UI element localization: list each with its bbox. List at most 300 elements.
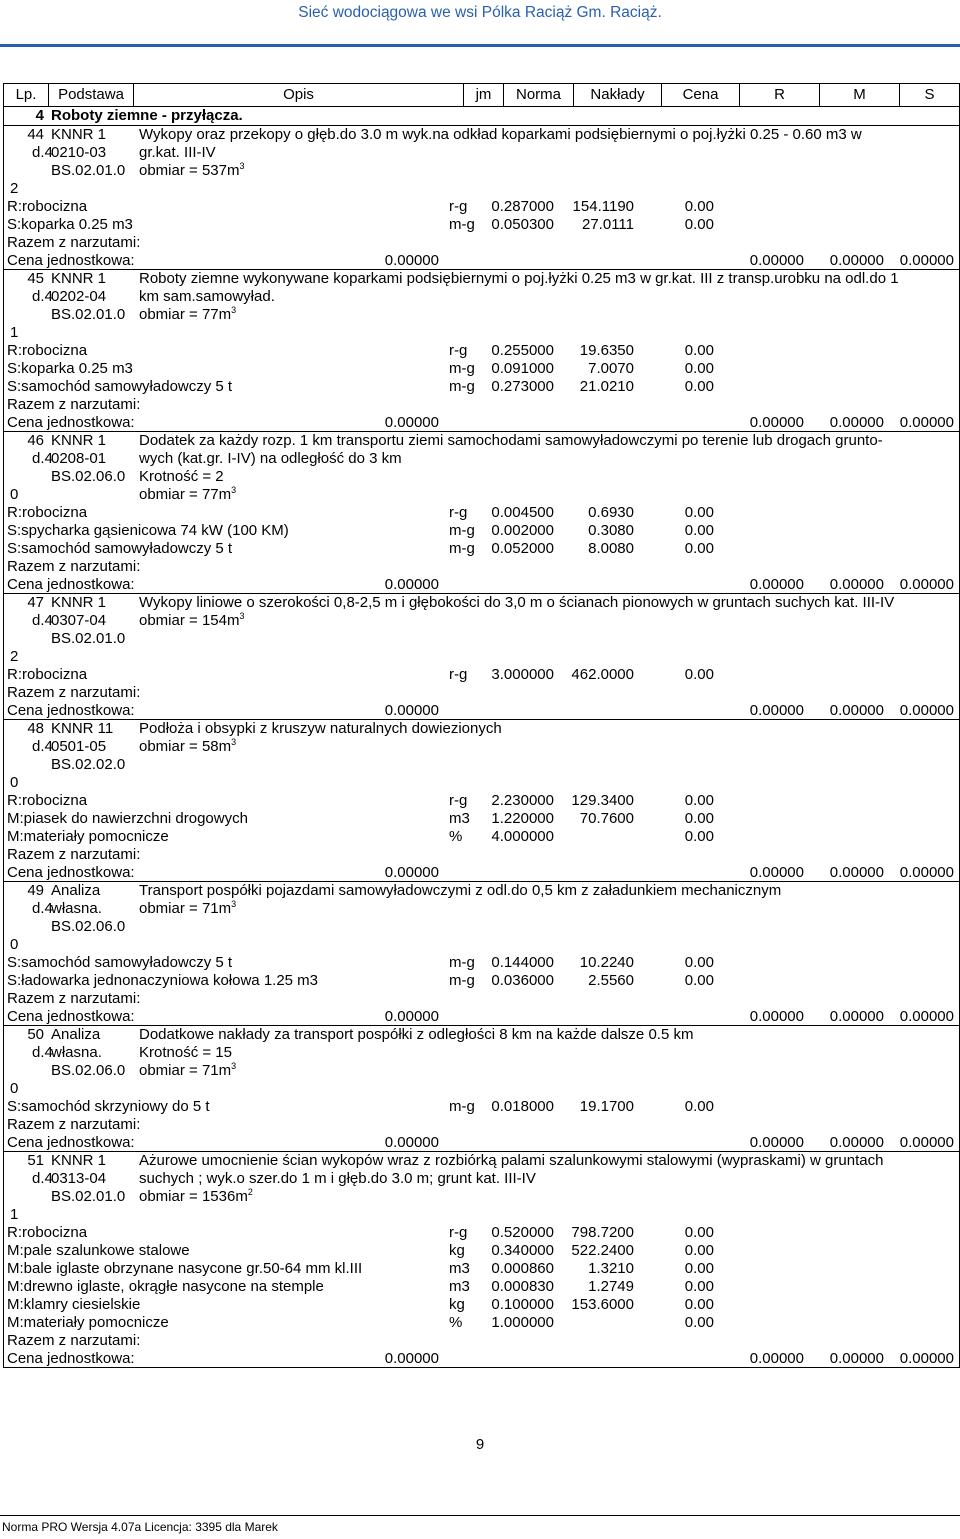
unit: m-g: [449, 540, 475, 557]
unit-price-label: Cena jednostkowa:: [7, 252, 135, 269]
column-header: Nakłady: [574, 84, 662, 106]
table-row: [4, 882, 959, 900]
description-text: suchych ; wyk.o szer.do 1 m i głęb.do 3.0 m; grunt kat. III-IV: [139, 1170, 536, 1187]
table-row: [4, 1314, 959, 1332]
unit-price-m: 0.00000: [829, 252, 884, 269]
column-header: M: [820, 84, 900, 106]
unit-price-s: 0.00000: [899, 702, 954, 719]
column-header: Podstawa: [49, 84, 134, 106]
table-row: [4, 774, 959, 792]
base-reference: BS.02.02.0: [51, 756, 126, 773]
table-row: [4, 1152, 959, 1170]
table-row: [4, 1062, 959, 1080]
resource-name: S:koparka 0.25 m3: [7, 216, 133, 233]
resource-name: S:samochód skrzyniowy do 5 t: [7, 1098, 210, 1115]
unit: m-g: [449, 972, 475, 989]
table-row: [4, 558, 959, 576]
description-text: Ażurowe umocnienie ścian wykopów wraz z rozbiórką palami szalunkowymi stalowymi (wypraskami) w gruntach: [139, 1152, 884, 1169]
table-row: [4, 1224, 959, 1242]
position-prefix: d.4: [32, 738, 53, 755]
unit: m3: [449, 1260, 470, 1277]
unit-exponent: 3: [239, 611, 245, 621]
table-row: [4, 1188, 959, 1206]
table-row: [4, 1260, 959, 1278]
table-row: [4, 342, 959, 360]
description-text: obmiar = $58m^3$: [139, 737, 237, 755]
input-value: 129.3400: [571, 792, 634, 809]
input-value: 1.3210: [588, 1260, 634, 1277]
razem-label: Razem z narzutami:: [7, 684, 141, 701]
table-row: [4, 288, 959, 306]
resource-name: M:bale iglaste obrzynane nasycone gr.50-64 mm kl.III: [7, 1260, 363, 1277]
norm-value: 0.050300: [491, 216, 554, 233]
unit: r-g: [449, 666, 468, 683]
table-row: [4, 756, 959, 774]
norm-value: 0.273000: [491, 378, 554, 395]
description-text: Wykopy liniowe o szerokości 0,8-2,5 m i głębokości do 3,0 m o ścianach pionowych w gruntach suchych kat. III-IV: [139, 594, 895, 611]
resource-name: R:robocizna: [7, 504, 88, 521]
base-reference: 0501-05: [51, 738, 107, 755]
table-row: [4, 486, 959, 504]
input-value: 21.0210: [579, 378, 634, 395]
description-text: Roboty ziemne wykonywane koparkami podsiębiernymi o poj.łyżki 0.25 m3 w gr.kat. III z transp.urobku na odl.do 1: [139, 270, 899, 287]
table-row: [4, 1242, 959, 1260]
table-row: [4, 666, 959, 684]
position-prefix: d.4: [32, 900, 53, 917]
resource-name: M:klamry ciesielskie: [7, 1296, 141, 1313]
cost-estimate-table: [3, 83, 960, 1368]
table-row: [4, 1332, 959, 1350]
table-row: [4, 576, 959, 594]
norm-value: 0.100000: [491, 1296, 554, 1313]
resource-name: M:materiały pomocnicze: [7, 1314, 169, 1331]
price-value: 0.00: [684, 378, 714, 395]
table-row: [4, 216, 959, 234]
unit-price-label: Cena jednostkowa:: [7, 702, 135, 719]
unit-price-m: 0.00000: [829, 1008, 884, 1025]
base-reference: 2: [10, 648, 19, 665]
norm-value: 0.000860: [491, 1260, 554, 1277]
position-number: 49: [27, 882, 44, 899]
norm-value: 0.144000: [491, 954, 554, 971]
unit-price-s: 0.00000: [899, 1350, 954, 1367]
base-reference: BS.02.01.0: [51, 306, 126, 323]
section-number: 4: [35, 107, 44, 124]
table-row: [4, 396, 959, 414]
table-row: [4, 1206, 959, 1224]
norm-value: 0.018000: [491, 1098, 554, 1115]
description-text: Dodatkowe nakłady za transport pospółki z odległości 8 km na każde dalsze 0.5 km: [139, 1026, 694, 1043]
description-text: Wykopy oraz przekopy o głęb.do 3.0 m wyk.na odkład koparkami podsiębiernymi o poj.łyżki 0.25 - 0.60 m3 w: [139, 126, 862, 143]
price-value: 0.00: [684, 504, 714, 521]
table-row: [4, 107, 959, 126]
unit-price-m: 0.00000: [829, 1134, 884, 1151]
table-row: [4, 324, 959, 342]
unit: r-g: [449, 504, 468, 521]
table-row: [4, 612, 959, 630]
unit-price-total: 0.00000: [384, 252, 439, 269]
unit-price-s: 0.00000: [899, 414, 954, 431]
unit: r-g: [449, 198, 468, 215]
base-reference: 0: [10, 936, 19, 953]
table-row: [4, 252, 959, 270]
unit-price-total: 0.00000: [384, 1350, 439, 1367]
table-row: [4, 432, 959, 450]
unit: m-g: [449, 1098, 475, 1115]
unit: m3: [449, 1278, 470, 1295]
table-row: [4, 540, 959, 558]
base-reference: BS.02.01.0: [51, 630, 126, 647]
price-value: 0.00: [684, 666, 714, 683]
base-reference: własna.: [51, 1044, 102, 1061]
resource-name: S:spycharka gąsienicowa 74 kW (100 KM): [7, 522, 289, 539]
unit-price-total: 0.00000: [384, 864, 439, 881]
table-row: [4, 936, 959, 954]
unit: r-g: [449, 1224, 468, 1241]
table-row: [4, 522, 959, 540]
table-row: [4, 1098, 959, 1116]
unit: m-g: [449, 522, 475, 539]
base-reference: 0307-04: [51, 612, 107, 629]
column-header: Cena: [662, 84, 740, 106]
table-row: [4, 990, 959, 1008]
unit-exponent: 3: [231, 1061, 237, 1071]
unit-price-r: 0.00000: [749, 1350, 804, 1367]
input-value: 10.2240: [579, 954, 634, 971]
table-row: [4, 1044, 959, 1062]
unit: kg: [449, 1296, 465, 1313]
unit: kg: [449, 1242, 465, 1259]
resource-name: M:pale szalunkowe stalowe: [7, 1242, 190, 1259]
unit-price-label: Cena jednostkowa:: [7, 864, 135, 881]
unit: m-g: [449, 954, 475, 971]
base-reference: 1: [10, 1206, 19, 1223]
table-row: [4, 306, 959, 324]
resource-name: R:robocizna: [7, 198, 88, 215]
table-body: [4, 107, 959, 1368]
resource-name: M:materiały pomocnicze: [7, 828, 169, 845]
resource-name: M:drewno iglaste, okrągłe nasycone na stemple: [7, 1278, 324, 1295]
input-value: 522.2400: [571, 1242, 634, 1259]
unit-price-label: Cena jednostkowa:: [7, 1350, 135, 1367]
price-value: 0.00: [684, 954, 714, 971]
norm-value: 2.230000: [491, 792, 554, 809]
norm-value: 1.000000: [491, 1314, 554, 1331]
input-value: 70.7600: [579, 810, 634, 827]
input-value: 462.0000: [571, 666, 634, 683]
position-prefix: d.4: [32, 1170, 53, 1187]
base-reference: własna.: [51, 900, 102, 917]
price-value: 0.00: [684, 972, 714, 989]
unit-price-label: Cena jednostkowa:: [7, 576, 135, 593]
input-value: 153.6000: [571, 1296, 634, 1313]
razem-label: Razem z narzutami:: [7, 1332, 141, 1349]
description-text: obmiar = $77m^3$: [139, 485, 237, 503]
position-prefix: d.4: [32, 144, 53, 161]
unit-price-label: Cena jednostkowa:: [7, 414, 135, 431]
resource-name: R:robocizna: [7, 666, 88, 683]
description-text: Transport pospółki pojazdami samowyładowczymi z odl.do 0,5 km z załadunkiem mechanicznym: [139, 882, 782, 899]
price-value: 0.00: [684, 216, 714, 233]
price-value: 0.00: [684, 1314, 714, 1331]
table-row: [4, 1026, 959, 1044]
base-reference: 1: [10, 324, 19, 341]
resource-name: R:robocizna: [7, 792, 88, 809]
column-header: Lp.: [4, 84, 49, 106]
description-text: obmiar = $71m^3$: [139, 899, 237, 917]
table-row: [4, 504, 959, 522]
price-value: 0.00: [684, 360, 714, 377]
column-header: Opis: [134, 84, 464, 106]
table-row: [4, 360, 959, 378]
razem-label: Razem z narzutami:: [7, 990, 141, 1007]
position-number: 45: [27, 270, 44, 287]
base-reference: BS.02.06.0: [51, 918, 126, 935]
price-value: 0.00: [684, 342, 714, 359]
unit: %: [449, 828, 463, 845]
price-value: 0.00: [684, 792, 714, 809]
footer-license: Norma PRO Wersja 4.07a Licencja: 3395 dla Marek: [2, 1520, 278, 1534]
base-reference: BS.02.06.0: [51, 468, 126, 485]
description-text: Krotność = 15: [139, 1044, 232, 1061]
unit-price-m: 0.00000: [829, 702, 884, 719]
table-row: [4, 648, 959, 666]
position-number: 46: [27, 432, 44, 449]
price-value: 0.00: [684, 540, 714, 557]
table-row: [4, 1116, 959, 1134]
table-row: [4, 144, 959, 162]
table-row: [4, 810, 959, 828]
unit-price-r: 0.00000: [749, 864, 804, 881]
norm-value: 0.036000: [491, 972, 554, 989]
description-text: obmiar = $537m^3$: [139, 161, 245, 179]
unit-price-r: 0.00000: [749, 1134, 804, 1151]
unit-price-r: 0.00000: [749, 576, 804, 593]
unit-price-m: 0.00000: [829, 864, 884, 881]
base-reference: KNNR 1: [51, 594, 107, 611]
base-reference: KNNR 1: [51, 126, 107, 143]
unit-exponent: 3: [231, 899, 237, 909]
resource-name: S:koparka 0.25 m3: [7, 360, 133, 377]
header-rule: [0, 44, 960, 47]
base-reference: 0: [10, 774, 19, 791]
price-value: 0.00: [684, 1278, 714, 1295]
table-row: [4, 630, 959, 648]
table-row: [4, 954, 959, 972]
position-number: 48: [27, 720, 44, 737]
position-prefix: d.4: [32, 1044, 53, 1061]
norm-value: 1.220000: [491, 810, 554, 827]
column-header: S: [924, 86, 935, 103]
input-value: 7.0070: [588, 360, 634, 377]
input-value: 154.1190: [572, 198, 634, 215]
column-header: R: [740, 84, 820, 106]
position-number: 50: [27, 1026, 44, 1043]
table-row: [4, 972, 959, 990]
base-reference: 0: [10, 486, 19, 503]
table-row: [4, 1080, 959, 1098]
norm-value: 0.004500: [491, 504, 554, 521]
base-reference: 0208-01: [51, 450, 107, 467]
position-prefix: d.4: [32, 288, 53, 305]
table-row: [4, 1170, 959, 1188]
table-row: [4, 126, 959, 144]
norm-value: 0.287000: [491, 198, 554, 215]
input-value: 1.2749: [588, 1278, 634, 1295]
unit-price-total: 0.00000: [384, 1008, 439, 1025]
unit-price-m: 0.00000: [829, 414, 884, 431]
norm-value: 0.000830: [491, 1278, 554, 1295]
page-number: 9: [475, 1436, 485, 1453]
unit: m-g: [449, 216, 475, 233]
norm-value: 0.052000: [491, 540, 554, 557]
unit-price-m: 0.00000: [829, 576, 884, 593]
table-row: [4, 1278, 959, 1296]
resource-name: S:samochód samowyładowczy 5 t: [7, 954, 233, 971]
position-prefix: d.4: [32, 450, 53, 467]
table-row: [4, 828, 959, 846]
position-number: 44: [27, 126, 44, 143]
input-value: 8.0080: [588, 540, 634, 557]
position-number: 51: [27, 1152, 44, 1169]
description-text: obmiar = $71m^3$: [139, 1061, 237, 1079]
base-reference: KNNR 1: [51, 1152, 107, 1169]
input-value: 2.5560: [588, 972, 634, 989]
unit-price-r: 0.00000: [749, 702, 804, 719]
razem-label: Razem z narzutami:: [7, 1116, 141, 1133]
unit-exponent: 3: [231, 737, 237, 747]
table-row: [4, 594, 959, 612]
description-text: obmiar = $1536m^2$: [139, 1187, 253, 1205]
base-reference: Analiza: [51, 1026, 101, 1043]
base-reference: BS.02.01.0: [51, 1188, 126, 1205]
razem-label: Razem z narzutami:: [7, 558, 141, 575]
unit-price-total: 0.00000: [384, 414, 439, 431]
unit-exponent: 3: [231, 305, 237, 315]
description-text: wych (kat.gr. I-IV) na odległość do 3 km: [139, 450, 402, 467]
unit-price-total: 0.00000: [384, 1134, 439, 1151]
column-header: Norma: [504, 84, 574, 106]
razem-label: Razem z narzutami:: [7, 396, 141, 413]
base-reference: KNNR 11: [51, 720, 114, 737]
table-row: [4, 378, 959, 396]
unit-exponent: 2: [247, 1187, 253, 1197]
unit-exponent: 3: [239, 161, 245, 171]
unit-price-m: 0.00000: [829, 1350, 884, 1367]
table-row: [4, 450, 959, 468]
resource-name: R:robocizna: [7, 342, 88, 359]
position-number: 47: [27, 594, 44, 611]
norm-value: 0.002000: [491, 522, 554, 539]
base-reference: BS.02.06.0: [51, 1062, 126, 1079]
price-value: 0.00: [684, 828, 714, 845]
norm-value: 0.091000: [491, 360, 554, 377]
input-value: 19.1700: [579, 1098, 634, 1115]
table-row: [4, 162, 959, 180]
unit: r-g: [449, 342, 468, 359]
price-value: 0.00: [684, 522, 714, 539]
unit-price-s: 0.00000: [899, 864, 954, 881]
price-value: 0.00: [684, 810, 714, 827]
footer-rule: [0, 1515, 960, 1516]
table-row: [4, 1350, 959, 1368]
table-row: [4, 702, 959, 720]
razem-label: Razem z narzutami:: [7, 846, 141, 863]
price-value: 0.00: [684, 1098, 714, 1115]
table-row: [4, 180, 959, 198]
resource-name: S:samochód samowyładowczy 5 t: [7, 378, 233, 395]
table-header: [4, 84, 959, 107]
norm-value: 0.520000: [491, 1224, 554, 1241]
input-value: 0.6930: [588, 504, 634, 521]
unit-price-label: Cena jednostkowa:: [7, 1008, 135, 1025]
norm-value: 0.255000: [491, 342, 554, 359]
description-text: km sam.samowyład.: [139, 288, 275, 305]
unit-price-r: 0.00000: [749, 252, 804, 269]
base-reference: KNNR 1: [51, 432, 107, 449]
base-reference: 0313-04: [51, 1170, 107, 1187]
table-row: [4, 1008, 959, 1026]
table-row: [4, 234, 959, 252]
table-row: [4, 720, 959, 738]
price-value: 0.00: [684, 1224, 714, 1241]
table-row: [4, 846, 959, 864]
unit: m-g: [449, 360, 475, 377]
unit-exponent: 3: [231, 485, 237, 495]
input-value: 798.7200: [571, 1224, 634, 1241]
input-value: 0.3080: [588, 522, 634, 539]
section-title: Roboty ziemne - przyłącza.: [51, 107, 243, 124]
description-text: Podłoża i obsypki z kruszyw naturalnych dowiezionych: [139, 720, 502, 737]
unit-price-r: 0.00000: [749, 1008, 804, 1025]
unit-price-total: 0.00000: [384, 702, 439, 719]
position-prefix: d.4: [32, 612, 53, 629]
description-text: Krotność = 2: [139, 468, 224, 485]
table-row: [4, 684, 959, 702]
unit: m3: [449, 810, 470, 827]
unit-price-r: 0.00000: [749, 414, 804, 431]
table-row: [4, 468, 959, 486]
resource-name: M:piasek do nawierzchni drogowych: [7, 810, 248, 827]
price-value: 0.00: [684, 1296, 714, 1313]
razem-label: Razem z narzutami:: [7, 234, 141, 251]
description-text: Dodatek za każdy rozp. 1 km transportu ziemi samochodami samowyładowczymi po terenie lub drogach grunto-: [139, 432, 883, 449]
resource-name: S:ładowarka jednonaczyniowa kołowa 1.25 m3: [7, 972, 319, 989]
norm-value: 0.340000: [491, 1242, 554, 1259]
norm-value: 3.000000: [491, 666, 554, 683]
base-reference: KNNR 1: [51, 270, 107, 287]
description-text: obmiar = $154m^3$: [139, 611, 245, 629]
resource-name: S:samochód samowyładowczy 5 t: [7, 540, 233, 557]
unit-price-s: 0.00000: [899, 252, 954, 269]
description-text: gr.kat. III-IV: [139, 144, 216, 161]
base-reference: 0202-04: [51, 288, 107, 305]
price-value: 0.00: [684, 198, 714, 215]
column-header: jm: [464, 84, 504, 106]
price-value: 0.00: [684, 1242, 714, 1259]
norm-value: 4.000000: [491, 828, 554, 845]
table-row: [4, 414, 959, 432]
table-row: [4, 918, 959, 936]
resource-name: R:robocizna: [7, 1224, 88, 1241]
unit-price-s: 0.00000: [899, 1008, 954, 1025]
base-reference: BS.02.01.0: [51, 162, 126, 179]
unit: m-g: [449, 378, 475, 395]
unit-price-s: 0.00000: [899, 1134, 954, 1151]
page-header: [0, 0, 960, 30]
unit: r-g: [449, 792, 468, 809]
table-row: [4, 900, 959, 918]
